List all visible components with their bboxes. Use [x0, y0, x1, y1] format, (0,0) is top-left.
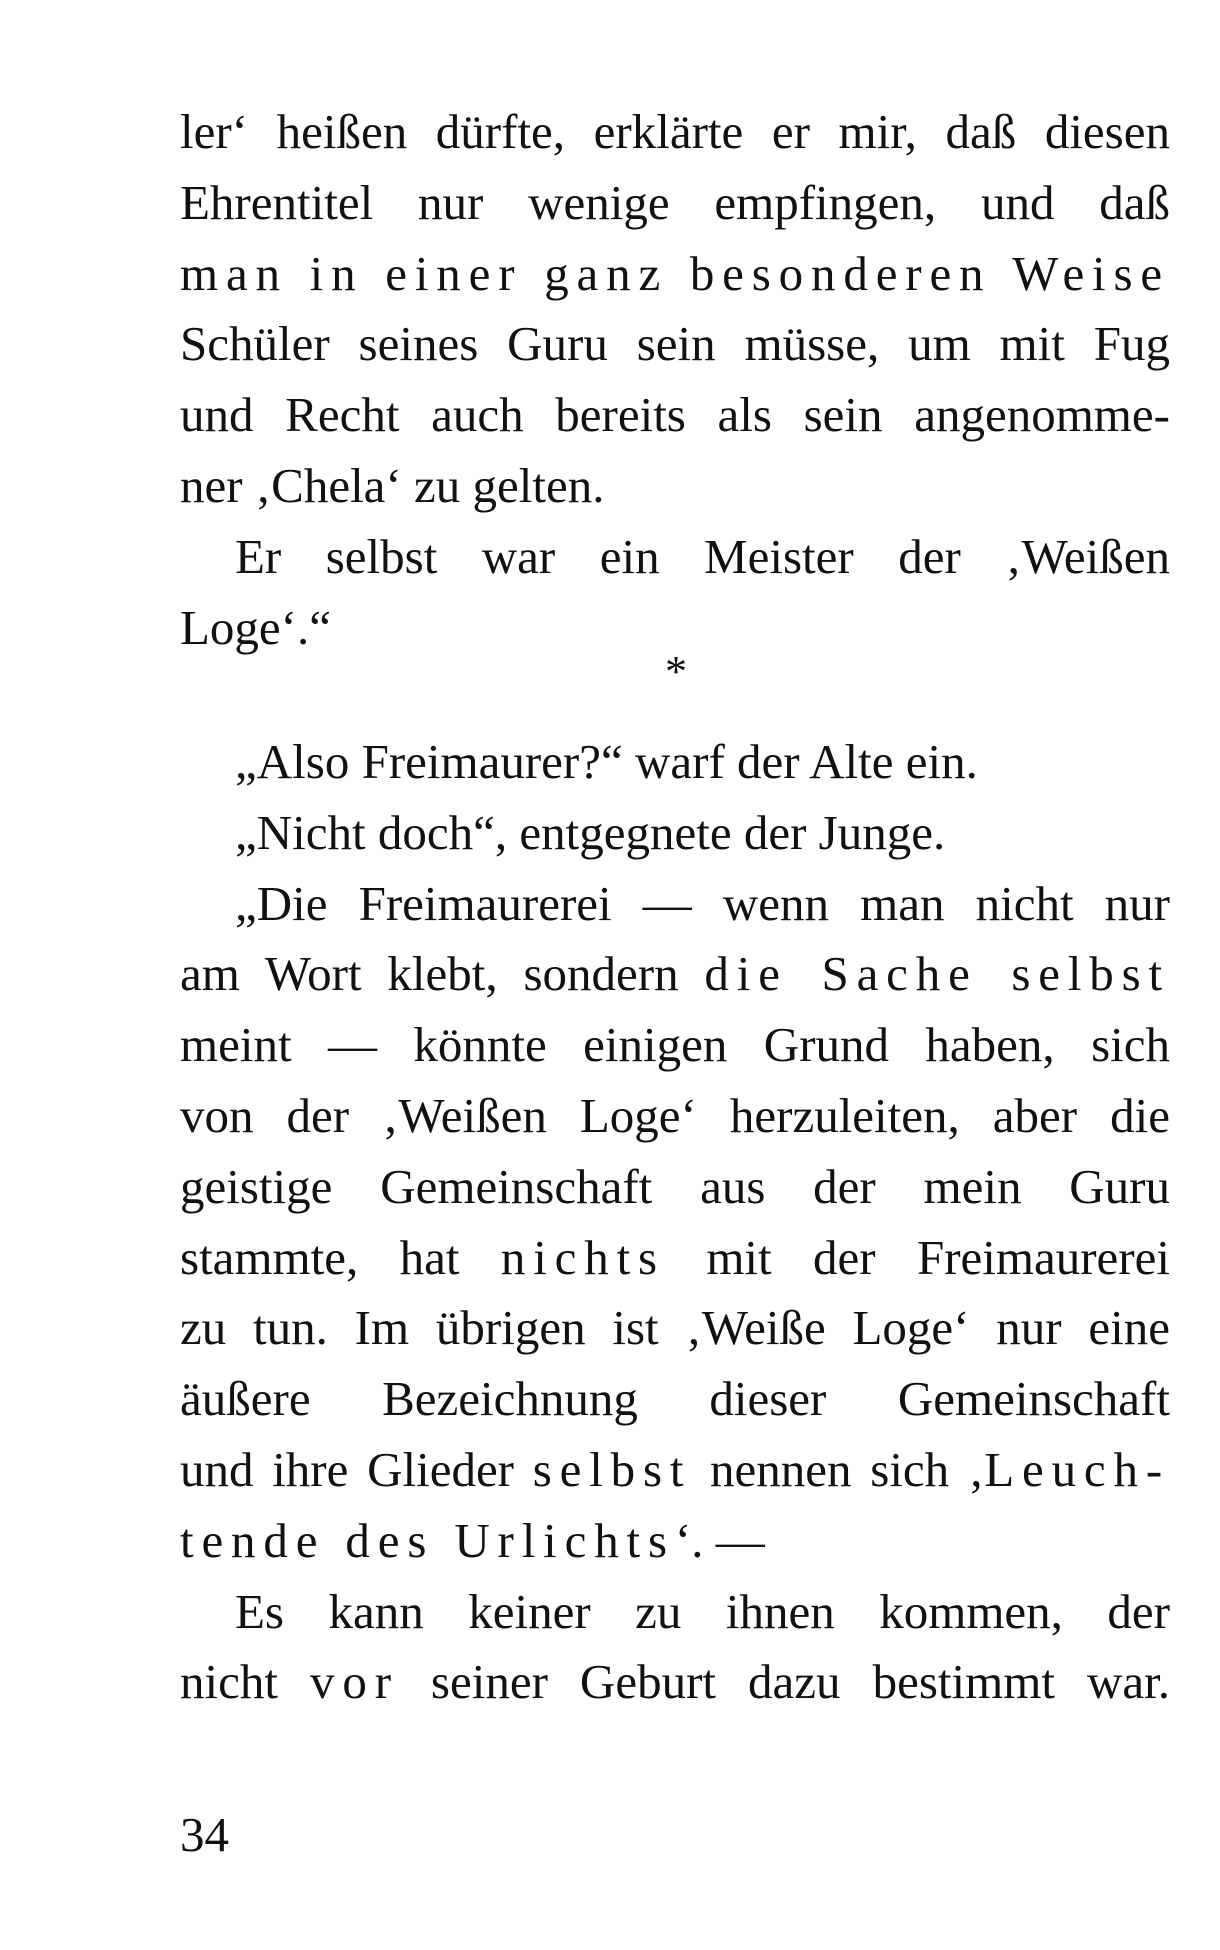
text-line: ner ‚Chela‘ zu gelten. [180, 457, 605, 513]
section-separator: * [665, 647, 687, 696]
text-segment: am Wort klebt, sondern [180, 946, 705, 1002]
text-segment: stammte, hat [180, 1229, 501, 1285]
spaced-emphasis: die Sache selbst [704, 946, 1170, 1002]
text-line: Er selbst war ein Meister der ‚Weißen [235, 528, 1170, 584]
text-line: meint — könnte einigen Grund haben, sich [180, 1017, 1170, 1073]
text-line: und Recht auch bereits als sein angenomme- [180, 387, 1170, 443]
text-segment: seiner Geburt dazu bestimmt war. [398, 1654, 1170, 1710]
text-line: „Die Freimaurerei — wenn man nicht nur [235, 875, 1170, 931]
text-segment: mit der Freimaurerei [664, 1229, 1170, 1285]
paragraph-block-1 [180, 97, 1170, 663]
text-segment: nicht [180, 1654, 311, 1710]
spaced-emphasis: vor [310, 1654, 399, 1710]
text-segment: nennen sich ‚ [691, 1441, 985, 1497]
text-line: von der ‚Weißen Loge‘ herzuleiten, aber die [180, 1087, 1170, 1143]
text-line: Es kann keiner zu ihnen kommen, der [235, 1583, 1170, 1639]
text-line: ler‘ heißen dürfte, erklärte er mir, daß diesen [180, 104, 1170, 159]
text-line: Ehrentitel nur wenige empfingen, und daß [180, 174, 1170, 230]
spaced-emphasis: tende des Urlichts [180, 1512, 675, 1568]
text-line: „Nicht doch“, entgegnete der Junge. [235, 804, 946, 860]
text-line [180, 1223, 1170, 1294]
spaced-emphasis: Leuch- [984, 1441, 1170, 1497]
paragraph-block-2 [180, 727, 1170, 1718]
text-line: Schüler seines Guru sein müsse, um mit Fug [180, 316, 1170, 372]
text-line [180, 1506, 1170, 1577]
text-line [180, 1647, 1170, 1718]
text-line: „Also Freimaurer?“ warf der Alte ein. [235, 734, 978, 789]
text-line: geistige Gemeinschaft aus der mein Guru [180, 1158, 1170, 1214]
text-line [180, 939, 1170, 1010]
text-segment: und ihre Glieder [180, 1441, 533, 1497]
text-line: Loge‘.“ [180, 599, 331, 655]
page-number: 34 [180, 1807, 229, 1862]
spaced-emphasis: selbst [532, 1441, 692, 1497]
text-segment: ‘. — [674, 1512, 765, 1568]
text-line: zu tun. Im übrigen ist ‚Weiße Loge‘ nur eine [180, 1300, 1170, 1356]
spaced-emphasis: nichts [500, 1229, 665, 1285]
text-line [180, 1435, 1170, 1506]
text-line: äußere Bezeichnung dieser Gemeinschaft [180, 1371, 1170, 1427]
text-line: man in einer ganz besonderen Weise [180, 245, 1170, 301]
